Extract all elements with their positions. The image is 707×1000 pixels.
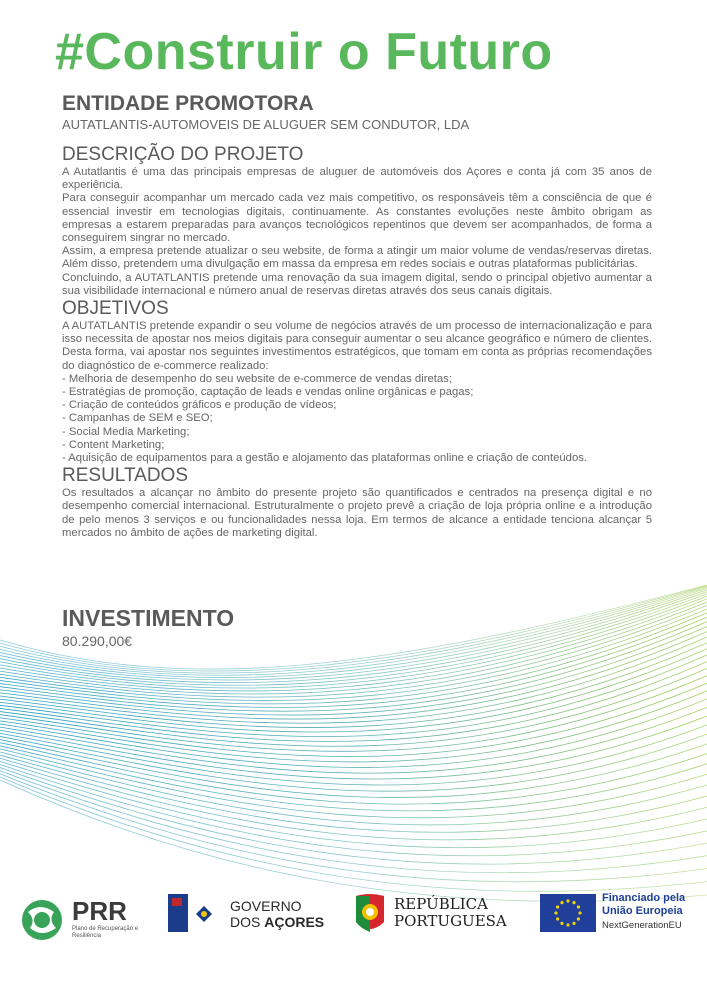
wave-line [0, 662, 707, 742]
results-text: Os resultados a alcançar no âmbito do presente projeto são quantificados e centrados na presença digital e no desempenho comercial internacional. Estruturalmente o projeto prevê a criação de loja própria online e a introdução de pelo menos 3 serviços e ou funcionalidades nessa loja. Em termos de alcance a entidade tenciona alcançar 5 mercados no âmbito de ações de marketing digital. [62, 487, 652, 539]
gov-line2a: DOS [230, 914, 265, 930]
wave-line [0, 716, 707, 779]
list-item: - Campanhas de SEM e SEO; [62, 412, 213, 425]
objectives-heading: OBJETIVOS [62, 298, 169, 320]
gov-line1: GOVERNO [230, 898, 302, 914]
list-item: - Melhoria de desempenho do seu website de e-commerce de vendas diretas; [62, 372, 452, 385]
eu-line1: Financiado pela [602, 892, 686, 904]
description-paragraph: Concluindo, a AUTATLANTIS pretende uma renovação da sua imagem digital, sendo o principal objetivo aumentar a sua visibilidade internacional e número anual de reservas diretas através dos seus canais digitais. [62, 271, 652, 297]
prr-title: PRR [72, 896, 127, 926]
list-item: - Aquisição de equipamentos para a gestão e alojamento das plataformas online e criação de conteúdos. [62, 452, 588, 465]
eu-flag-icon [540, 894, 596, 932]
description-paragraph: Assim, a empresa pretende atualizar o seu website, de forma a atingir um maior volume de vendas/reservas diretas. Além disso, pretendem uma divulgação em massa da empresa em redes sociais e outras plataformas publicitárias. [62, 245, 652, 271]
prr-subtitle: Plano de Recuperação e Resiliência [72, 926, 139, 939]
investment-value: 80.290,00€ [62, 633, 133, 649]
list-item: - Estratégias de promoção, captação de leads e vendas online orgânicas e pagas; [62, 386, 474, 399]
wave-line [0, 740, 707, 798]
description-heading: DESCRIÇÃO DO PROJETO [62, 144, 304, 165]
wave-line [0, 774, 707, 882]
entity-heading: ENTIDADE PROMOTORA [62, 92, 314, 115]
main-content [62, 92, 652, 540]
eu-line3: NextGenerationEU [602, 920, 682, 931]
list-item: - Content Marketing; [62, 438, 165, 451]
acores-flag-icon [168, 894, 224, 932]
wave-line [0, 777, 707, 892]
rep-line2: PORTUGUESA [394, 912, 507, 930]
description-paragraph: Para conseguir acompanhar um mercado cada vez mais competitivo, os responsáveis têm a consciência de que é essencial investir em tecnologias digitais, continuamente. As constantes evoluções neste âmbito obrigam as empresas a estarem preparadas para avanços tecnológicos repentinos que devem ser acompanhados, de forma a conseguirem singrar no mercado. [62, 192, 652, 245]
list-item: - Social Media Marketing; [62, 425, 190, 438]
wave-line [0, 643, 707, 728]
eu-funding-logo [540, 892, 700, 940]
results-heading: RESULTADOS [62, 465, 188, 487]
description-paragraph: A Autatlantis é uma das principais empresas de aluguer de automóveis dos Açores e conta já com 35 anos de experiência. [62, 166, 652, 192]
entity-name: AUTATLANTIS-AUTOMOVEIS DE ALUGUER SEM CONDUTOR, LDA [62, 117, 470, 132]
wave-line [0, 746, 707, 811]
republica-portuguesa-logo [350, 892, 520, 936]
investment-heading: INVESTIMENTO [62, 605, 235, 631]
portugal-emblem-icon [350, 892, 390, 936]
objectives-intro: A AUTATLANTIS pretende expandir o seu volume de negócios através de um processo de internacionalização e para isso necessita de apostar nos meios digitais para conseguir aumentar o seu alcance geográfico e número de clientes. Desta forma, vai apostar nos seguintes investimentos estratégicos, que tomam em conta as próprias recomendações do diagnóstico de e-commerce realizado: [62, 320, 652, 372]
gov-line2b: AÇORES [264, 914, 325, 930]
wave-line [0, 755, 707, 832]
prr-emblem-icon [20, 898, 66, 944]
rep-line1: REPÚBLICA [394, 895, 488, 913]
investment-block [62, 604, 234, 650]
objectives-list [62, 373, 652, 465]
footer-logos [0, 880, 707, 960]
list-item: - Criação de conteúdos gráficos e produção de vídeos; [62, 399, 337, 412]
eu-line2: União Europeia [602, 905, 683, 917]
prr-logo [20, 896, 160, 942]
page-title: #Construir o Futuro [55, 23, 553, 81]
governo-acores-logo [168, 894, 328, 934]
